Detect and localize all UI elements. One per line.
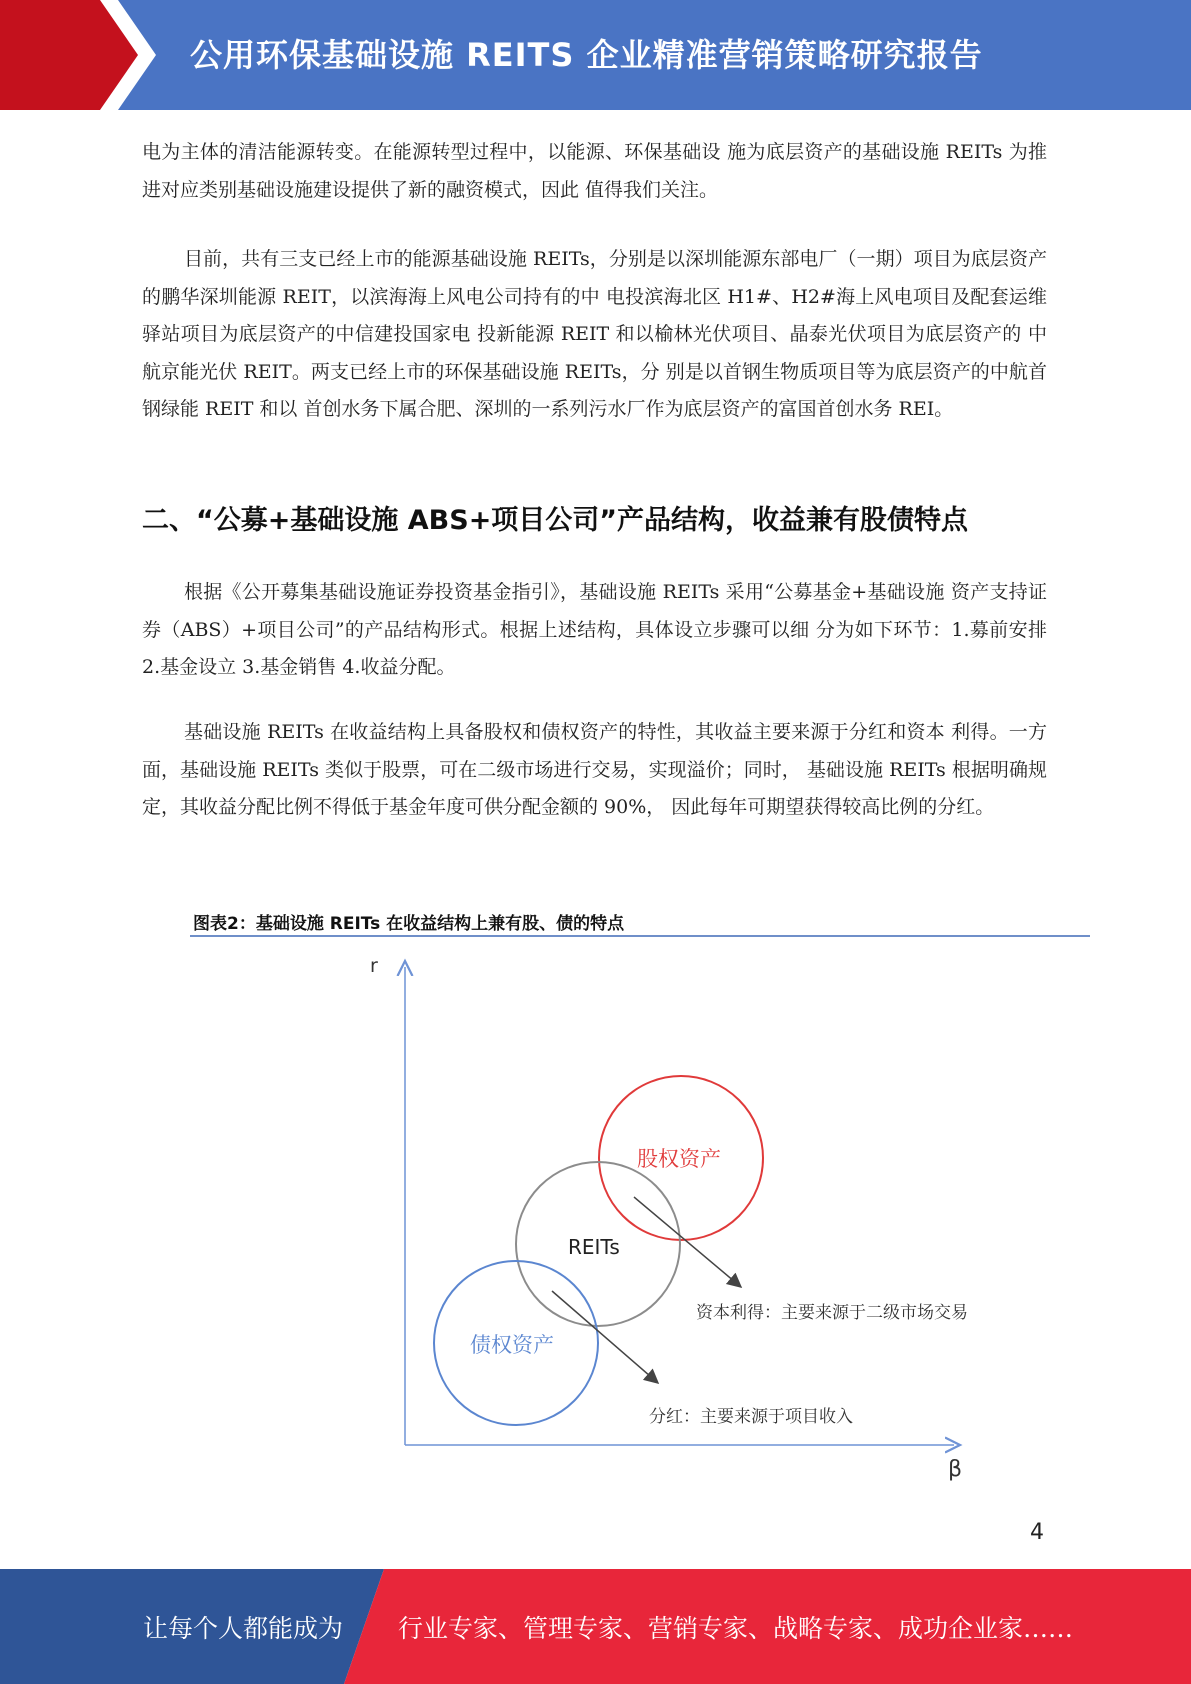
- capital-gain-arrow: [634, 1197, 741, 1287]
- reits-label: REITs: [568, 1235, 620, 1259]
- capital-gain-annotation: 资本利得：主要来源于二级市场交易: [696, 1303, 968, 1323]
- paragraph-3: 根据《公开募集基础设施证券投资基金指引》，基础设施 REITs 采用“公募基金+基础设施 资产支持证券（ABS）+项目公司”的产品结构形式。根据上述结构，具体设立步骤可以细 分为如下环节：1.募前安排 2.基金设立 3.基金销售 4.收益分配。: [142, 581, 1047, 678]
- debt-label: 债权资产: [470, 1333, 554, 1357]
- equity-label: 股权资产: [637, 1147, 721, 1171]
- paragraph-2: 目前，共有三支已经上市的能源基础设施 REITs，分别是以深圳能源东部电厂（一期）项目为底层资产的鹏华深圳能源 REIT，以滨海海上风电公司持有的中 电投滨海北区 H1#、H2#海上风电项目及配套运维驿站项目为底层资产的中信建投国家电 投新能源 REIT 和以榆林光伏项目、晶泰光伏项目为底层资产的 中航京能光伏 REIT。两支已经上市的环保基础设施 REITs，分 别是以首钢生物质项目等为底层资产的中航首钢绿能 REIT 和以 首创水务下属合肥、深圳的一系列污水厂作为底层资产的富国首创水务 REI。: [142, 248, 1047, 420]
- risk-return-diagram: [190, 905, 1090, 1495]
- report-title: 公用环保基础设施 REITS 企业精准营销策略研究报告: [190, 36, 983, 74]
- paragraph-1: 电为主体的清洁能源转变。在能源转型过程中，以能源、环保基础设 施为底层资产的基础设施 REITs 为推进对应类别基础设施建设提供了新的融资模式，因此 值得我们关注。: [142, 141, 1047, 201]
- paragraph-4: 基础设施 REITs 在收益结构上具备股权和债权资产的特性，其收益主要来源于分红和资本 利得。一方面，基础设施 REITs 类似于股票，可在二级市场进行交易，实现溢价；同时， 基础设施 REITs 根据明确规定，其收益分配比例不得低于基金年度可供分配金额的 90%， 因此每年可期望获得较高比例的分红。: [142, 721, 1047, 818]
- dividend-annotation: 分红：主要来源于项目收入: [649, 1407, 853, 1427]
- page-number: 4: [1030, 1520, 1044, 1545]
- x-axis-label: β: [948, 1457, 963, 1482]
- section-heading: 二、“公募+基础设施 ABS+项目公司”产品结构，收益兼有股债特点: [142, 505, 969, 536]
- figure-reits-structure: [190, 905, 1090, 1495]
- footer-slogan-left: 让每个人都能成为: [143, 1614, 344, 1643]
- figure-caption: 图表2：基础设施 REITs 在收益结构上兼有股、债的特点: [193, 914, 625, 934]
- page-footer: [0, 1569, 1191, 1684]
- y-axis-label: r: [370, 955, 378, 977]
- page-header: [0, 0, 1191, 110]
- dividend-arrow: [552, 1291, 658, 1383]
- footer-slogan-right: 行业专家、管理专家、营销专家、战略专家、成功企业家……: [398, 1614, 1074, 1643]
